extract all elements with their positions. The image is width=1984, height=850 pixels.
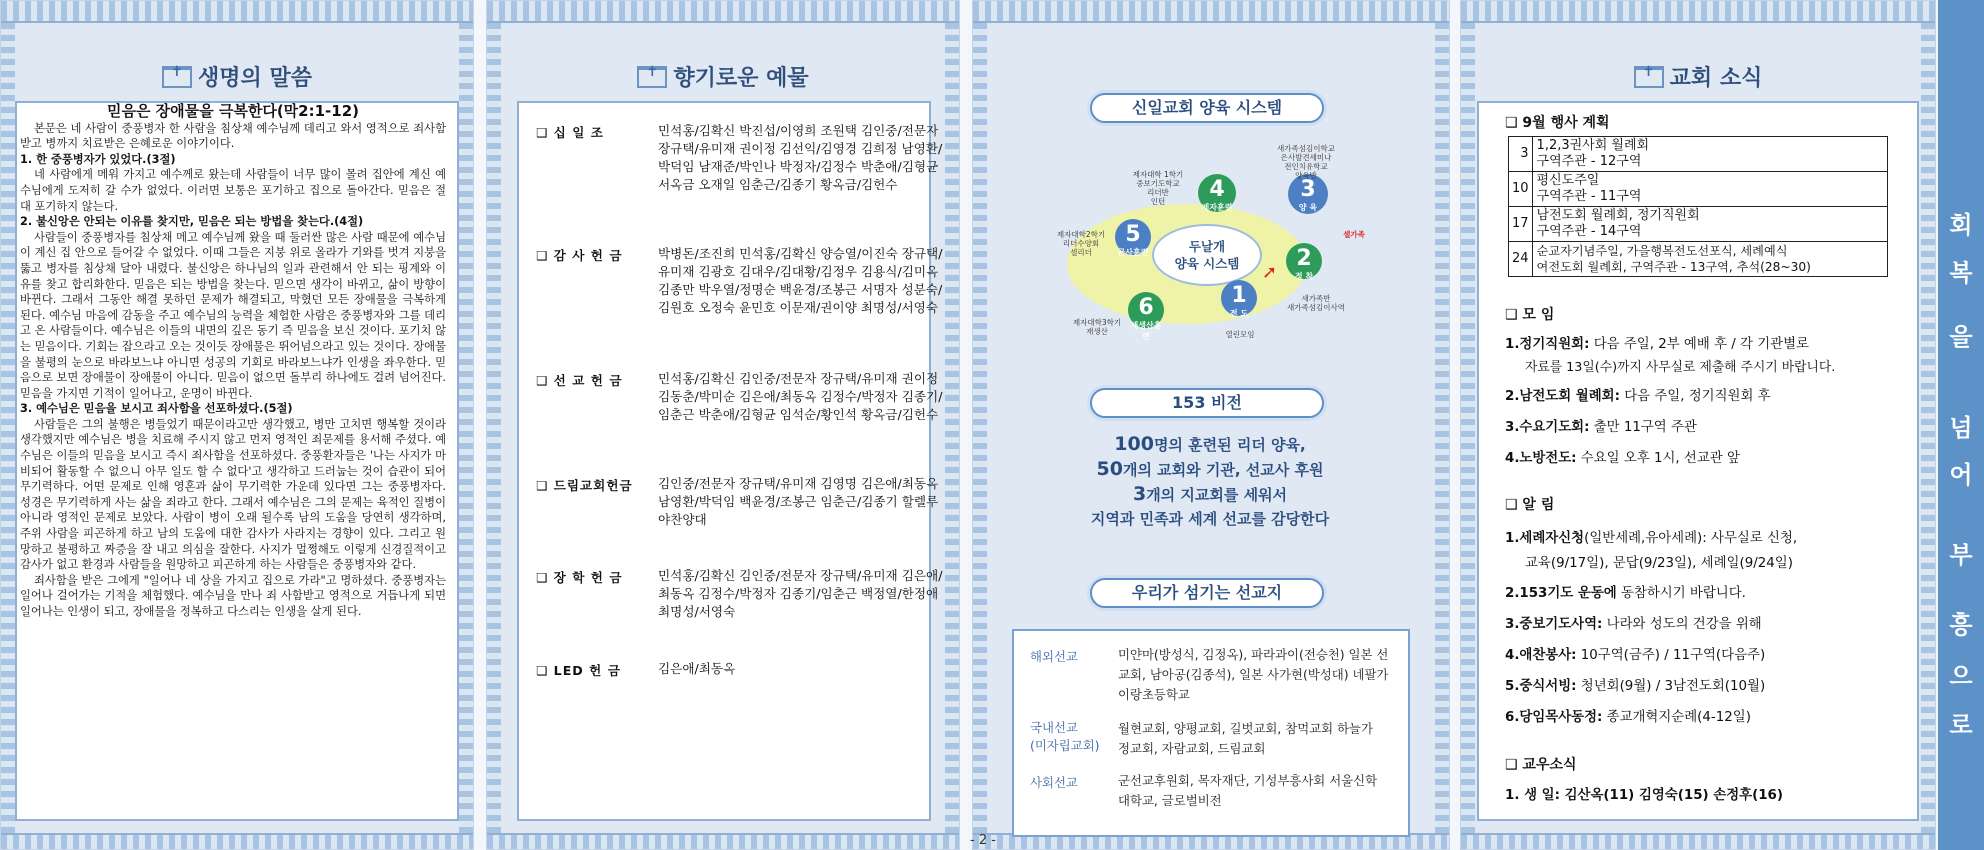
mission-text: 미얀마(방성식, 김정옥), 파라과이(전승천) 일본 선교회, 남아공(김종석), 일본 사가현(박성대) 네팔가이랑초등학교: [1118, 647, 1389, 702]
sermon-paragraph: 네 사람에게 메워 가지고 예수께로 왔는데 사람들이 너무 많이 몰려 집안에 계신 예수님에게 도저히 갈 수가 없었다. 이러면 보통은 포기하고 집으로 돌아간다. 믿음은 절대 포기하지 않는다.: [20, 168, 446, 213]
arrow-icon: ➚: [1262, 262, 1278, 283]
list-item: 2.153기도 운동에 동참하시기 바랍니다.: [1505, 586, 1746, 601]
sermon-title: 믿음은 장애물을 극복한다(막2:1-12): [106, 102, 359, 120]
meetings-list: [1505, 333, 1890, 470]
offering-names: 민석홍/김확신 박진섭/이영희 조원택 김인중/전문자 장규택/유미재 권이정 김선익/김영경 김희정 남영환/박덕임 남재준/박인나 박정자/김정수 박춘애/김형균 서옥금 오재일 임춘근/김종기 황옥금/김헌수: [658, 123, 943, 192]
banner-char: 으: [1949, 662, 1973, 690]
bible-icon: [162, 66, 192, 88]
mission-text: 월현교회, 양평교회, 길벗교회, 참먹교회 하늘가정교회, 자람교회, 드림교회: [1118, 721, 1373, 756]
step-sub-5: 제자대학2학기 리더수양회 셀리더: [1056, 230, 1106, 257]
banner-char: 부: [1949, 541, 1973, 569]
offering-label: ❑ 감 사 헌 금: [536, 248, 623, 263]
list-item: 2.남전도회 월례회: 다음 주일, 정기직원회 후: [1505, 389, 1771, 404]
offering-label: ❑ 선 교 헌 금: [536, 373, 623, 388]
system-center-label: 두날개 양육 시스템: [1152, 224, 1262, 286]
banner-char: 로: [1949, 711, 1973, 739]
mission-category: 사회선교: [1030, 775, 1078, 790]
offering-label: ❑ 장 학 헌 금: [536, 570, 623, 585]
banner-char: 넘: [1949, 414, 1973, 442]
sermon-text: [20, 104, 446, 620]
mission-text: 군선교후원회, 목자재단, 기성부흥사회 서울신학대학교, 글로벌비전: [1118, 773, 1378, 808]
step-sub-4: 제자대학 1학기 중보기도학교 리더반 인턴: [1132, 170, 1184, 206]
mission-category: 국내선교 (미자립교회): [1030, 720, 1100, 753]
list-item: 6.당임목사동정: 종교개혁지순례(4-12일): [1505, 710, 1751, 725]
list-item: 3.중보기도사역: 나라와 성도의 건강을 위해: [1505, 617, 1762, 632]
sermon-paragraph: 사람들이 중풍병자를 침상채 메고 예수님께 왔을 때 둘러싼 많은 사람 때문에 예수님이 계신 집 안으로 들어갈 수 없었다. 이때 그들은 지붕 위로 올라가 기와를 벗겨 지붕을 뚫고 병자를 침상채 달아 내렸다. 불신앙은 하나님의 일과 관련해서 안 되는 핑계와 이유를 찾고 합리화한다. 믿음은 되는 방법을 찾는다. 믿으면 생각이 바뀌고, 삶이 방향이 바뀐다. 그래서 그동안 해결 못하던 문제가 해결되고, 막혔던 모든 장애물을 극복하게 된다. 예수님 마음에 감동을 주고 예수님의 능력을 체험한 사람은 중풍병자와 그를 데리고 온 사람들이다. 예수님은 이들의 내면의 깊은 동기 즉 믿음을 보신 것이다. 포기치 않는 믿음이다. 기회는 잡으라고 오는 것이듯 장애물은 뛰어넘으라고 있는 것이다. 장애물을 불평의 눈으로 바라보느냐 아니면 성공의 기회로 바라보느냐가 인생을 좌우한다. 믿음으로 보면 장애물이 장애물이 아니다. 믿음이 없으면 돌부리 하나에도 걸려 넘어진다. 믿음을 가지면 기적이 일어나고, 운명이 바뀐다.: [20, 230, 446, 400]
step-sub-1: 열린모임: [1225, 330, 1255, 339]
vision-line: 지역과 민족과 세계 선교를 감당한다: [1090, 510, 1330, 528]
sermon-heading-2: 2. 불신앙은 안되는 이유를 찾지만, 믿음은 되는 방법을 찾는다.(4절): [20, 215, 364, 229]
offering-names: 민석홍/김확신 김인중/전문자 장규택/유미재 김은애/최동옥 김정수/박정자 김종기/임춘근 백정열/한정애 최명성/서영숙: [658, 568, 943, 619]
vision-lines: [1040, 432, 1380, 531]
vision-title: 153 비전: [1090, 388, 1324, 418]
step-circle-2: 2 정 착: [1286, 243, 1322, 279]
step-circle-6: 6 재생산훈련: [1128, 292, 1164, 328]
sermon-intro: 본문은 네 사람이 중풍병자 한 사람을 침상채 예수님께 데리고 와서 영적으로 죄사함 받고 병까지 치료받은 은혜로운 이야기이다.: [20, 121, 446, 151]
banner-char: 어: [1949, 461, 1973, 489]
members-news: 1. 생 일: 김산옥(11) 김영숙(15) 손정후(16): [1505, 788, 1783, 803]
sermon-heading-3: 3. 예수님은 믿음을 보시고 죄사함을 선포하셨다.(5절): [20, 402, 293, 416]
events-title: ❑ 9월 행사 계획: [1505, 115, 1610, 131]
mission-box: [1012, 629, 1410, 837]
vision-line: 3개의 지교회를 세워서: [1132, 483, 1288, 505]
sermon-paragraph: 죄사함을 받은 그에게 "일어나 네 상을 가지고 집으로 가라"고 명하셨다. 중풍병자는 일어나 걸어가는 기적을 체험했다. 예수님을 만나 죄 사함받고 영적으로 거듭나게 되면 일어나는 인생이 되고, 장애물을 정복하고 다스리는 인생을 살게 된다.: [20, 573, 446, 618]
step-circle-4: 4 제자훈련: [1198, 174, 1236, 212]
cell-family-label: 셀가족: [1343, 230, 1365, 239]
banner-char: 흥: [1949, 611, 1973, 639]
side-banner: [1938, 0, 1984, 850]
offering-label: ❑ 드림교회헌금: [536, 478, 633, 493]
list-item: 1.정기직원회: 다음 주일, 2부 예배 후 / 각 기관별로: [1505, 337, 1809, 352]
banner-char: 을: [1949, 323, 1973, 351]
sermon-heading-1: 1. 한 중풍병자가 있었다.(3절): [20, 152, 176, 166]
notices-list: [1505, 526, 1890, 730]
step-circle-5: 5 군사훈련: [1115, 219, 1151, 255]
members-title: ❑ 교우소식: [1505, 757, 1577, 773]
mission-title: 우리가 섬기는 선교지: [1090, 578, 1324, 608]
notices-title: ❑ 알 림: [1505, 497, 1555, 513]
list-item: 1.세례자신청(일반세례,유아세례): 사무실로 신청,: [1505, 531, 1798, 546]
panel-title: ✝생명의 말씀: [1, 61, 473, 92]
vision-line: 50개의 교회와 기관, 선교사 후원: [1096, 458, 1324, 480]
offering-names: 김은애/최동옥: [658, 661, 736, 676]
page-number: - 2 -: [970, 833, 996, 848]
list-item: 4.애찬봉사: 10구역(금주) / 11구역(다음주): [1505, 648, 1766, 663]
banner-char: 회: [1949, 211, 1973, 239]
list-item: 5.중식서빙: 청년회(9월) / 3남전도회(10월): [1505, 679, 1766, 694]
list-item: 자료를 13일(수)까지 사무실로 제출해 주시기 바랍니다.: [1525, 360, 1836, 375]
meetings-title: ❑ 모 임: [1505, 307, 1555, 323]
sermon-paragraph: 사람들은 그의 불행은 병들었기 때문이라고만 생각했고, 병만 고치면 행복할 것이라 생각했지만 예수님은 병을 치료해 주시지 않고 먼저 영적인 죄문제를 용서해 주셨다. 예수님은 이들의 믿음을 보시고 즉시 죄사함을 선포하셨다. 중풍환자들은 '나는 사지가 마비되어 활동할 수 없으니 아무 일도 할 수 없다'고 생각하고 드러눕는 것이 습관이 되어 무기력하다. 어떤 문제로 인해 영혼과 삶이 무기력한 가운데 있다면 그는 중풍병자다. 성경은 무기력하게 사는 삶을 죄라고 한다. 그래서 예수님은 그의 문제는 육적인 질병이 아니라 영적인 문제로 보았다. 사람이 병이 오래 될수록 남의 도움을 당연히 생각하며, 주위 사람을 피곤하게 하고 남의 도움에 대한 감사가 사라지는 경향이 있다. 그리고 원망하고 불평하고 짜증을 잘 내고 의심을 잘한다. 사지가 멀쩡해도 이렇게 신경질적이고 감사가 없고 환경과 사람들을 원망하고 피곤하게 하는 사람들은 중풍병자와 같다.: [20, 417, 446, 572]
list-item: 교육(9/17일), 문답(9/23일), 세례일(9/24일): [1525, 556, 1793, 571]
step-sub-6: 제자대학3학기 재생산: [1072, 318, 1122, 336]
offering-names: 민석홍/김확신 김인중/전문자 장규택/유미재 권이정 김동춘/박미순 김은애/최동옥 김정수/박정자 김종기/임춘근 박춘애/김형균 임석순/황인석 황옥금/김헌수: [658, 371, 943, 422]
step-circle-3: 3 양 육: [1288, 174, 1328, 214]
events-table: [1508, 136, 1888, 277]
mission-category: 해외선교: [1030, 649, 1078, 664]
table-row: 17 남전도회 월례회, 정기직원회 구역주관 - 14구역: [1509, 207, 1888, 242]
bible-icon: [1634, 66, 1664, 88]
table-row: 3 1,2,3권사회 월례회 구역주관 - 12구역: [1509, 137, 1888, 172]
step-sub-2: 새가족반 새가족섬김이사역: [1287, 294, 1345, 312]
offering-label: ❑ LED 헌 금: [536, 663, 621, 678]
panel-title: ✝향기로운 예물: [487, 61, 959, 92]
bible-icon: [637, 66, 667, 88]
step-circle-1: 1 전 도: [1221, 280, 1257, 316]
table-row: 10 평신도주일 구역주관 - 11구역: [1509, 172, 1888, 207]
list-item: 3.수요기도회: 출만 11구역 주관: [1505, 420, 1697, 435]
panel-title: ✝교회 소식: [1461, 61, 1935, 92]
banner-char: 복: [1949, 259, 1973, 287]
list-item: 4.노방전도: 수요일 오후 1시, 선교관 앞: [1505, 451, 1740, 466]
offering-names: 박병돈/조진희 민석홍/김확신 양승열/이진숙 장규택/유미재 김광호 김대우/김대황/김정우 김용식/김미옥 김종만 박우열/정명순 백윤경/조봉근 서명자 성분숙/김원호 오정숙 윤민호 이문재/권이양 최명성/서영숙: [658, 246, 943, 315]
step-sub-3: 새가족섬김이학교 은사발견세미나 전인치유학교 양육반: [1277, 144, 1335, 180]
offering-names: 김인중/전문자 장규택/유미재 김영명 김은애/최동옥 남영환/박덕임 백윤경/조봉근 임춘근/김종기 할렐루야찬양대: [658, 476, 939, 527]
vision-line: 100명의 훈련된 리더 양육,: [1114, 433, 1306, 455]
offering-label: ❑ 십 일 조: [536, 125, 604, 140]
table-row: 24 순교자기념주일, 가을행복전도선포식, 세례예식 여전도회 월례회, 구역주관 - 13구역, 추석(28~30): [1509, 242, 1888, 277]
system-title: 신일교회 양육 시스템: [1090, 93, 1324, 123]
